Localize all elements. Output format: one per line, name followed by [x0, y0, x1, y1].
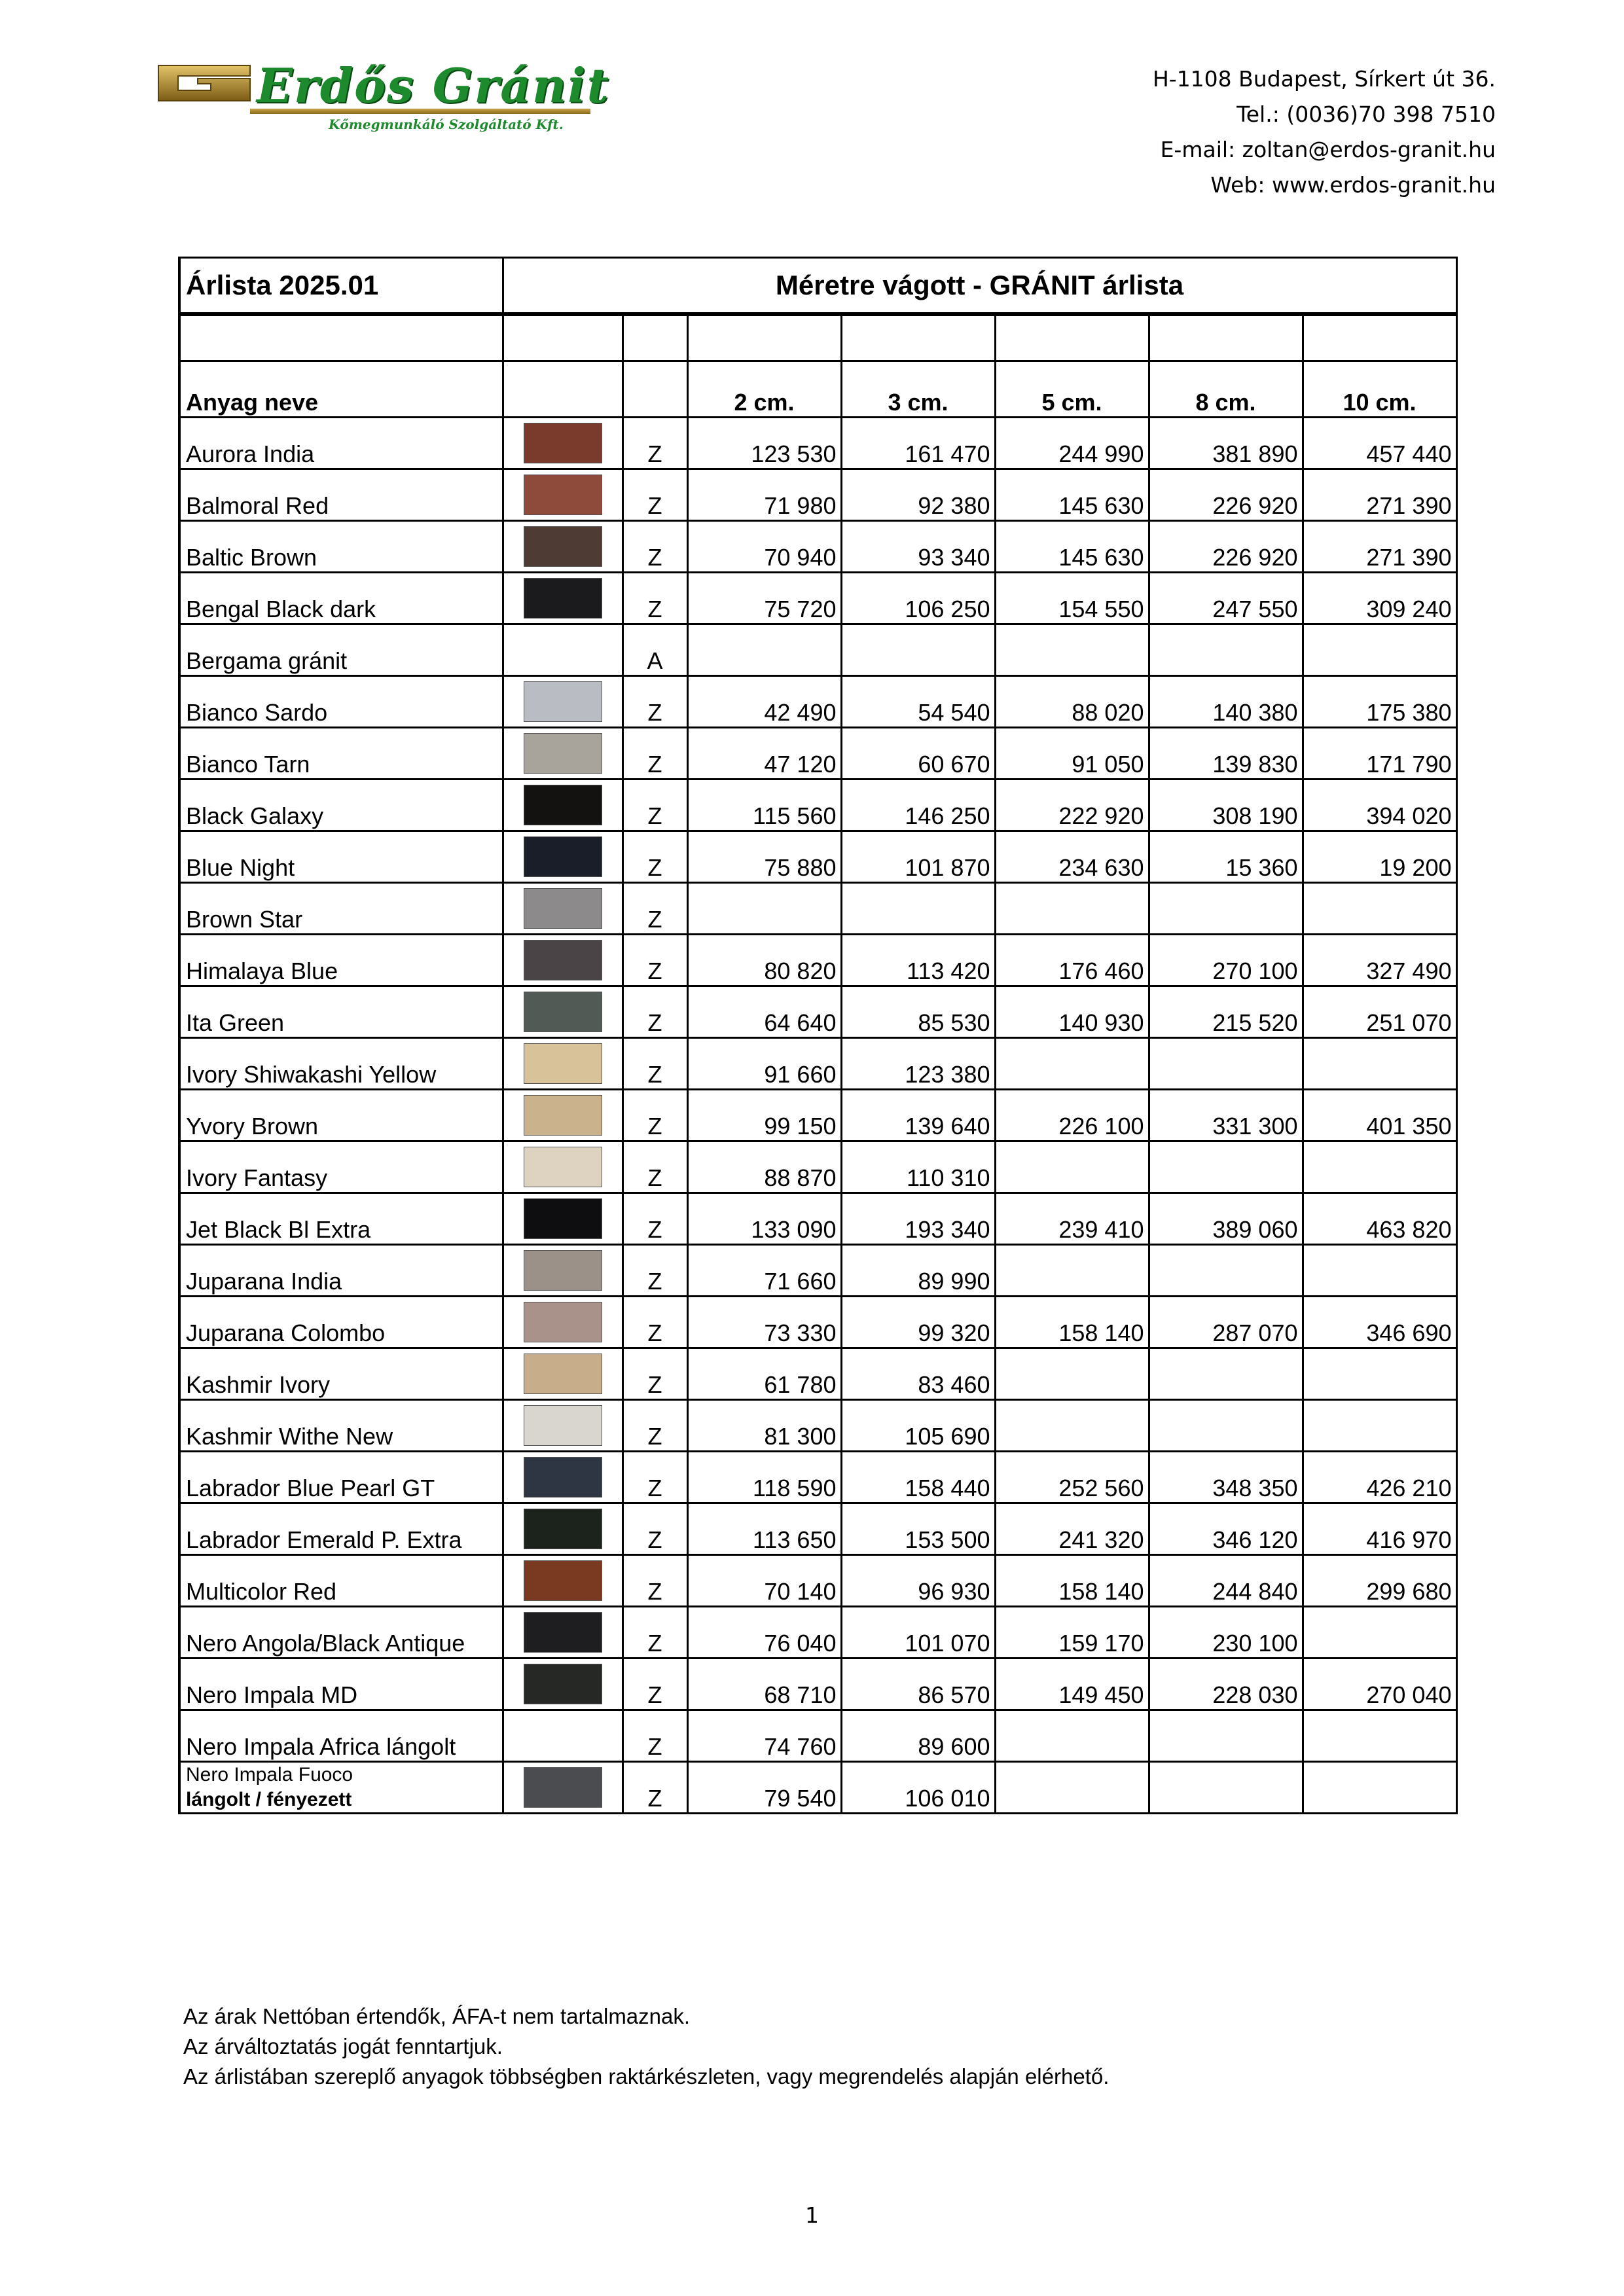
header-name: Anyag neve	[179, 361, 503, 418]
price-8cm	[1149, 1400, 1303, 1452]
price-10cm: 457 440	[1303, 418, 1456, 469]
price-5cm	[995, 1762, 1149, 1814]
material-name: Black Galaxy	[179, 780, 503, 831]
material-swatch-cell	[503, 418, 623, 469]
price-5cm	[995, 624, 1149, 676]
price-2cm: 70 940	[687, 521, 841, 573]
material-swatch-cell	[503, 1348, 623, 1400]
price-5cm: 145 630	[995, 469, 1149, 521]
material-name	[179, 1762, 503, 1814]
material-name: Brown Star	[179, 883, 503, 935]
price-8cm	[1149, 624, 1303, 676]
material-name: Balmoral Red	[179, 469, 503, 521]
table-row	[179, 521, 1456, 573]
material-swatch-image	[524, 1198, 602, 1239]
price-3cm: 86 570	[841, 1659, 995, 1710]
header-2cm: 2 cm.	[687, 361, 841, 418]
material-swatch-cell	[503, 624, 623, 676]
blank-row	[179, 314, 1456, 361]
price-8cm: 230 100	[1149, 1607, 1303, 1659]
material-name: Nero Impala Africa lángolt	[179, 1710, 503, 1762]
note-price-change: Az árváltoztatás jogát fenntartjuk.	[183, 2034, 503, 2058]
price-10cm: 346 690	[1303, 1297, 1456, 1348]
price-2cm: 133 090	[687, 1193, 841, 1245]
material-name: Ivory Fantasy	[179, 1141, 503, 1193]
price-2cm: 70 140	[687, 1555, 841, 1607]
material-swatch-cell	[503, 1245, 623, 1297]
table-row	[179, 831, 1456, 883]
material-swatch-image	[524, 1612, 602, 1653]
price-2cm: 81 300	[687, 1400, 841, 1452]
table-row	[179, 1762, 1456, 1814]
table-row	[179, 624, 1456, 676]
price-10cm: 394 020	[1303, 780, 1456, 831]
price-5cm: 159 170	[995, 1607, 1149, 1659]
material-swatch-cell	[503, 676, 623, 728]
material-code: A	[623, 624, 687, 676]
header-swatch	[503, 361, 623, 418]
price-3cm: 89 600	[841, 1710, 995, 1762]
price-10cm: 463 820	[1303, 1193, 1456, 1245]
note-net-prices: Az árak Nettóban értendők, ÁFA-t nem tartalmaznak.	[183, 2004, 691, 2028]
price-5cm: 226 100	[995, 1090, 1149, 1141]
price-10cm: 175 380	[1303, 676, 1456, 728]
table-row	[179, 986, 1456, 1038]
material-name: Jet Black Bl Extra	[179, 1193, 503, 1245]
material-swatch-cell	[503, 1141, 623, 1193]
price-2cm: 75 720	[687, 573, 841, 624]
price-8cm: 346 120	[1149, 1503, 1303, 1555]
material-code: Z	[623, 1245, 687, 1297]
table-row	[179, 573, 1456, 624]
material-swatch-image	[524, 1302, 602, 1342]
material-swatch-image	[524, 888, 602, 929]
material-name: Bianco Tarn	[179, 728, 503, 780]
email[interactable]: E-mail: zoltan@erdos-granit.hu	[1160, 137, 1496, 162]
price-3cm	[841, 624, 995, 676]
price-10cm: 271 390	[1303, 469, 1456, 521]
material-code: Z	[623, 418, 687, 469]
material-code: Z	[623, 1503, 687, 1555]
material-swatch-cell	[503, 1090, 623, 1141]
material-swatch-cell	[503, 1607, 623, 1659]
price-2cm: 99 150	[687, 1090, 841, 1141]
material-code: Z	[623, 1555, 687, 1607]
material-code: Z	[623, 831, 687, 883]
price-5cm	[995, 1038, 1149, 1090]
price-5cm: 149 450	[995, 1659, 1149, 1710]
table-row	[179, 418, 1456, 469]
price-2cm: 123 530	[687, 418, 841, 469]
price-2cm: 73 330	[687, 1297, 841, 1348]
material-swatch-cell	[503, 521, 623, 573]
page-number: 1	[805, 2202, 819, 2228]
price-3cm: 89 990	[841, 1245, 995, 1297]
table-row	[179, 1400, 1456, 1452]
header-10cm: 10 cm.	[1303, 361, 1456, 418]
contact-block	[1153, 62, 1496, 203]
material-swatch-cell	[503, 831, 623, 883]
price-3cm: 105 690	[841, 1400, 995, 1452]
price-5cm	[995, 1710, 1149, 1762]
material-name: Labrador Blue Pearl GT	[179, 1452, 503, 1503]
price-2cm: 61 780	[687, 1348, 841, 1400]
price-5cm	[995, 1141, 1149, 1193]
price-8cm	[1149, 1762, 1303, 1814]
price-3cm: 153 500	[841, 1503, 995, 1555]
header-code	[623, 361, 687, 418]
material-swatch-image	[524, 578, 602, 619]
table-row	[179, 1503, 1456, 1555]
table-row	[179, 469, 1456, 521]
price-5cm: 145 630	[995, 521, 1149, 573]
material-code: Z	[623, 1193, 687, 1245]
material-swatch-image	[524, 1250, 602, 1291]
material-swatch-image	[524, 836, 602, 877]
price-2cm: 80 820	[687, 935, 841, 986]
material-swatch-cell	[503, 1038, 623, 1090]
price-10cm	[1303, 1245, 1456, 1297]
price-5cm: 222 920	[995, 780, 1149, 831]
price-8cm: 247 550	[1149, 573, 1303, 624]
price-10cm: 270 040	[1303, 1659, 1456, 1710]
price-5cm: 140 930	[995, 986, 1149, 1038]
material-code: Z	[623, 935, 687, 986]
material-code: Z	[623, 676, 687, 728]
price-10cm: 271 390	[1303, 521, 1456, 573]
price-10cm	[1303, 1141, 1456, 1193]
price-8cm: 15 360	[1149, 831, 1303, 883]
material-code: Z	[623, 1400, 687, 1452]
price-8cm: 331 300	[1149, 1090, 1303, 1141]
material-swatch-cell	[503, 1762, 623, 1814]
price-8cm: 270 100	[1149, 935, 1303, 986]
website[interactable]: Web: www.erdos-granit.hu	[1210, 172, 1496, 198]
price-3cm: 106 250	[841, 573, 995, 624]
price-8cm	[1149, 1141, 1303, 1193]
material-code: Z	[623, 1141, 687, 1193]
material-name: Kashmir Withe New	[179, 1400, 503, 1452]
price-8cm	[1149, 1710, 1303, 1762]
table-row	[179, 1297, 1456, 1348]
material-swatch-image	[524, 1457, 602, 1498]
header-5cm: 5 cm.	[995, 361, 1149, 418]
material-code: Z	[623, 1090, 687, 1141]
material-swatch-image	[524, 1767, 602, 1808]
price-10cm: 309 240	[1303, 573, 1456, 624]
material-name: Nero Impala MD	[179, 1659, 503, 1710]
material-swatch-image	[524, 526, 602, 567]
price-3cm: 146 250	[841, 780, 995, 831]
price-8cm: 215 520	[1149, 986, 1303, 1038]
material-name: Juparana Colombo	[179, 1297, 503, 1348]
price-8cm: 226 920	[1149, 521, 1303, 573]
price-3cm: 96 930	[841, 1555, 995, 1607]
price-2cm: 88 870	[687, 1141, 841, 1193]
price-2cm: 118 590	[687, 1452, 841, 1503]
price-10cm: 19 200	[1303, 831, 1456, 883]
material-code: Z	[623, 986, 687, 1038]
material-swatch-image	[524, 1043, 602, 1084]
material-swatch-cell	[503, 1452, 623, 1503]
price-10cm	[1303, 1762, 1456, 1814]
material-name: Ita Green	[179, 986, 503, 1038]
material-name: Baltic Brown	[179, 521, 503, 573]
header-3cm: 3 cm.	[841, 361, 995, 418]
price-10cm	[1303, 1710, 1456, 1762]
price-2cm: 71 660	[687, 1245, 841, 1297]
price-5cm	[995, 1348, 1149, 1400]
price-3cm: 83 460	[841, 1348, 995, 1400]
price-5cm: 252 560	[995, 1452, 1149, 1503]
material-swatch-cell	[503, 573, 623, 624]
material-name: Juparana India	[179, 1245, 503, 1297]
material-name: Yvory Brown	[179, 1090, 503, 1141]
price-2cm: 71 980	[687, 469, 841, 521]
material-code: Z	[623, 883, 687, 935]
price-2cm	[687, 883, 841, 935]
material-swatch-cell	[503, 469, 623, 521]
price-8cm	[1149, 883, 1303, 935]
material-swatch-cell	[503, 1710, 623, 1762]
material-name: Aurora India	[179, 418, 503, 469]
price-8cm: 140 380	[1149, 676, 1303, 728]
logo-subtitle: Kőmegmunkáló Szolgáltató Kft.	[329, 117, 564, 132]
material-name: Nero Angola/Black Antique	[179, 1607, 503, 1659]
material-swatch-cell	[503, 1297, 623, 1348]
price-3cm: 123 380	[841, 1038, 995, 1090]
material-swatch-image	[524, 1664, 602, 1704]
table-row	[179, 1141, 1456, 1193]
logo-mark-icon	[152, 60, 257, 106]
table-row	[179, 1607, 1456, 1659]
price-list-label: Árlista 2025.01	[179, 258, 503, 314]
price-10cm: 416 970	[1303, 1503, 1456, 1555]
price-10cm	[1303, 1038, 1456, 1090]
price-8cm: 226 920	[1149, 469, 1303, 521]
price-5cm: 158 140	[995, 1297, 1149, 1348]
notes-block	[183, 2001, 1109, 2092]
table-row	[179, 1348, 1456, 1400]
table-row	[179, 1452, 1456, 1503]
price-10cm: 299 680	[1303, 1555, 1456, 1607]
material-name: Bergama gránit	[179, 624, 503, 676]
price-table	[178, 257, 1458, 1814]
table-row	[179, 1245, 1456, 1297]
material-name: Blue Night	[179, 831, 503, 883]
price-2cm: 115 560	[687, 780, 841, 831]
material-swatch-image	[524, 1405, 602, 1446]
table-row	[179, 1090, 1456, 1141]
material-name: Kashmir Ivory	[179, 1348, 503, 1400]
price-5cm: 154 550	[995, 573, 1149, 624]
price-8cm	[1149, 1038, 1303, 1090]
material-name: Ivory Shiwakashi Yellow	[179, 1038, 503, 1090]
price-3cm: 106 010	[841, 1762, 995, 1814]
price-2cm: 91 660	[687, 1038, 841, 1090]
price-10cm: 171 790	[1303, 728, 1456, 780]
price-3cm: 101 070	[841, 1607, 995, 1659]
table-row	[179, 1193, 1456, 1245]
header-row	[179, 361, 1456, 418]
price-10cm	[1303, 1400, 1456, 1452]
price-2cm: 47 120	[687, 728, 841, 780]
material-swatch-cell	[503, 728, 623, 780]
price-10cm	[1303, 883, 1456, 935]
material-code: Z	[623, 469, 687, 521]
price-2cm: 64 640	[687, 986, 841, 1038]
table-row	[179, 1659, 1456, 1710]
price-3cm: 113 420	[841, 935, 995, 986]
material-swatch-cell	[503, 780, 623, 831]
material-swatch-image	[524, 1095, 602, 1136]
price-2cm: 74 760	[687, 1710, 841, 1762]
material-swatch-image	[524, 475, 602, 515]
table-title-row	[179, 258, 1456, 314]
material-swatch-image	[524, 1147, 602, 1187]
table-row	[179, 883, 1456, 935]
table-row	[179, 676, 1456, 728]
price-8cm: 228 030	[1149, 1659, 1303, 1710]
price-8cm: 244 840	[1149, 1555, 1303, 1607]
price-3cm: 60 670	[841, 728, 995, 780]
price-3cm: 101 870	[841, 831, 995, 883]
material-swatch-image	[524, 785, 602, 825]
price-10cm	[1303, 1607, 1456, 1659]
material-swatch-cell	[503, 1193, 623, 1245]
material-swatch-image	[524, 681, 602, 722]
material-code: Z	[623, 780, 687, 831]
price-10cm: 327 490	[1303, 935, 1456, 986]
table-row	[179, 728, 1456, 780]
price-2cm: 68 710	[687, 1659, 841, 1710]
table-row	[179, 1555, 1456, 1607]
price-3cm: 99 320	[841, 1297, 995, 1348]
price-5cm	[995, 1245, 1149, 1297]
price-8cm	[1149, 1245, 1303, 1297]
material-swatch-image	[524, 992, 602, 1032]
table-row	[179, 935, 1456, 986]
logo-company-name: Erdős Gránit	[257, 58, 610, 113]
material-code: Z	[623, 1297, 687, 1348]
material-swatch-image	[524, 733, 602, 774]
price-2cm: 75 880	[687, 831, 841, 883]
material-code: Z	[623, 1710, 687, 1762]
price-10cm	[1303, 1348, 1456, 1400]
price-8cm: 381 890	[1149, 418, 1303, 469]
material-name-line2: lángolt / fényezett	[186, 1789, 352, 1810]
table-row	[179, 1710, 1456, 1762]
price-8cm: 348 350	[1149, 1452, 1303, 1503]
price-3cm: 54 540	[841, 676, 995, 728]
material-name: Labrador Emerald P. Extra	[179, 1503, 503, 1555]
material-swatch-image	[524, 940, 602, 980]
material-swatch-cell	[503, 1400, 623, 1452]
price-5cm: 244 990	[995, 418, 1149, 469]
price-10cm	[1303, 624, 1456, 676]
price-3cm: 139 640	[841, 1090, 995, 1141]
price-3cm	[841, 883, 995, 935]
material-name-line1: Nero Impala Fuoco	[186, 1764, 353, 1785]
price-2cm: 76 040	[687, 1607, 841, 1659]
price-8cm: 389 060	[1149, 1193, 1303, 1245]
price-5cm: 241 320	[995, 1503, 1149, 1555]
price-3cm: 158 440	[841, 1452, 995, 1503]
price-10cm: 426 210	[1303, 1452, 1456, 1503]
note-availability: Az árlistában szereplő anyagok többségben raktárkészleten, vagy megrendelés alapján elérhető.	[183, 2064, 1110, 2089]
header-8cm: 8 cm.	[1149, 361, 1303, 418]
price-10cm: 401 350	[1303, 1090, 1456, 1141]
material-code: Z	[623, 1607, 687, 1659]
material-swatch-cell	[503, 1659, 623, 1710]
material-swatch-cell	[503, 986, 623, 1038]
price-3cm: 85 530	[841, 986, 995, 1038]
price-8cm	[1149, 1348, 1303, 1400]
price-8cm: 139 830	[1149, 728, 1303, 780]
phone: Tel.: (0036)70 398 7510	[1236, 101, 1496, 127]
price-3cm: 93 340	[841, 521, 995, 573]
price-10cm: 251 070	[1303, 986, 1456, 1038]
price-5cm: 158 140	[995, 1555, 1149, 1607]
material-code: Z	[623, 1038, 687, 1090]
price-3cm: 193 340	[841, 1193, 995, 1245]
price-5cm: 88 020	[995, 676, 1149, 728]
material-code: Z	[623, 573, 687, 624]
material-swatch-image	[524, 423, 602, 463]
price-3cm: 92 380	[841, 469, 995, 521]
price-5cm	[995, 883, 1149, 935]
material-swatch-cell	[503, 883, 623, 935]
material-name: Bengal Black dark	[179, 573, 503, 624]
material-swatch-cell	[503, 935, 623, 986]
table-row	[179, 1038, 1456, 1090]
material-code: Z	[623, 1348, 687, 1400]
material-code: Z	[623, 728, 687, 780]
price-8cm: 287 070	[1149, 1297, 1303, 1348]
material-name: Himalaya Blue	[179, 935, 503, 986]
address: H-1108 Budapest, Sírkert út 36.	[1152, 66, 1496, 92]
price-5cm: 234 630	[995, 831, 1149, 883]
material-swatch-image	[524, 1354, 602, 1394]
price-2cm	[687, 624, 841, 676]
material-name: Bianco Sardo	[179, 676, 503, 728]
material-swatch-image	[524, 1560, 602, 1601]
price-5cm	[995, 1400, 1149, 1452]
material-code: Z	[623, 1762, 687, 1814]
material-swatch-cell	[503, 1503, 623, 1555]
price-8cm: 308 190	[1149, 780, 1303, 831]
price-2cm: 113 650	[687, 1503, 841, 1555]
material-code: Z	[623, 521, 687, 573]
table-row	[179, 780, 1456, 831]
material-name: Multicolor Red	[179, 1555, 503, 1607]
company-logo	[152, 58, 610, 145]
table-title: Méretre vágott - GRÁNIT árlista	[503, 258, 1456, 314]
price-3cm: 161 470	[841, 418, 995, 469]
price-5cm: 176 460	[995, 935, 1149, 986]
price-5cm: 239 410	[995, 1193, 1149, 1245]
material-code: Z	[623, 1659, 687, 1710]
material-code: Z	[623, 1452, 687, 1503]
material-swatch-image	[524, 1509, 602, 1549]
price-2cm: 42 490	[687, 676, 841, 728]
price-3cm: 110 310	[841, 1141, 995, 1193]
material-swatch-cell	[503, 1555, 623, 1607]
price-5cm: 91 050	[995, 728, 1149, 780]
price-2cm: 79 540	[687, 1762, 841, 1814]
